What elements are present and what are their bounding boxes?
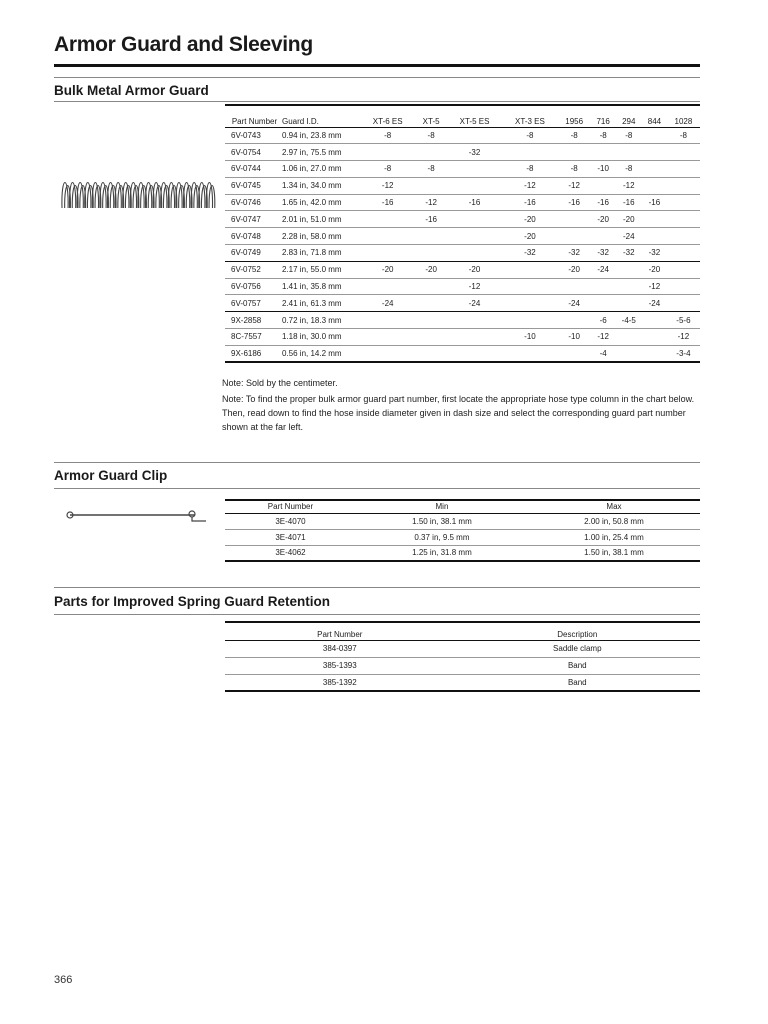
table-cell (642, 312, 667, 329)
page-title: Armor Guard and Sleeving (54, 33, 313, 56)
bulk-notes (222, 376, 702, 436)
column-header: Part Number (225, 500, 356, 513)
table-cell: -20 (360, 261, 415, 278)
table-cell (415, 312, 446, 329)
table-cell: -8 (502, 161, 557, 178)
table-cell (447, 211, 502, 228)
table-cell: -8 (616, 127, 642, 144)
table-cell: -12 (591, 329, 616, 346)
table-cell (667, 228, 700, 245)
table-row (225, 211, 700, 228)
table-cell: -8 (667, 127, 700, 144)
table-cell: -32 (616, 245, 642, 262)
table-cell (415, 177, 446, 194)
table-cell (502, 345, 557, 362)
table-cell: -12 (502, 177, 557, 194)
table-cell: 0.94 in, 23.8 mm (278, 127, 360, 144)
table-row (225, 513, 700, 529)
column-header: Part Number (225, 105, 278, 127)
table-cell: 1.65 in, 42.0 mm (278, 194, 360, 211)
table-cell (447, 127, 502, 144)
table-cell (502, 278, 557, 295)
column-header: 1028 (667, 105, 700, 127)
table-cell (447, 312, 502, 329)
table-cell: 385-1392 (322, 677, 357, 687)
table-cell: -8 (502, 127, 557, 144)
table-cell: -5-6 (667, 312, 700, 329)
table-cell: -8 (415, 161, 446, 178)
table-row (225, 245, 700, 262)
table-row (225, 657, 700, 674)
table-cell: 6V-0757 (225, 295, 278, 312)
table-cell: -20 (616, 211, 642, 228)
table-cell (616, 278, 642, 295)
table-cell: 9X-6186 (225, 345, 278, 362)
table-cell (667, 278, 700, 295)
table-cell: 385-1393 (225, 657, 455, 674)
column-header: Min (356, 500, 528, 513)
table-cell: -24 (616, 228, 642, 245)
table-row (225, 545, 700, 561)
table-cell: 2.28 in, 58.0 mm (278, 228, 360, 245)
table-cell: -20 (415, 261, 446, 278)
table-cell (360, 278, 415, 295)
table-row (225, 127, 700, 144)
table-cell: -24 (558, 295, 591, 312)
table-cell (360, 312, 415, 329)
table-cell (667, 177, 700, 194)
column-header: XT-5 (415, 105, 446, 127)
table-cell (447, 329, 502, 346)
bulk-armor-guard-table (225, 104, 700, 363)
table-cell: 0.56 in, 14.2 mm (278, 345, 360, 362)
table-cell: 2.01 in, 51.0 mm (278, 211, 360, 228)
table-cell (616, 329, 642, 346)
table-cell (642, 161, 667, 178)
table-cell: -10 (591, 161, 616, 178)
section-rule (54, 587, 700, 588)
table-cell (558, 345, 591, 362)
column-header: 844 (642, 105, 667, 127)
table-cell: -32 (642, 245, 667, 262)
table-cell: -8 (591, 127, 616, 144)
table-cell: -16 (558, 194, 591, 211)
table-cell: -24 (447, 295, 502, 312)
table-cell: -12 (642, 278, 667, 295)
table-cell (502, 261, 557, 278)
table-cell: -16 (415, 211, 446, 228)
table-cell: -20 (591, 211, 616, 228)
table-cell (447, 177, 502, 194)
table-cell: -20 (558, 261, 591, 278)
table-cell (591, 228, 616, 245)
table-cell (558, 144, 591, 161)
table-cell: -16 (642, 194, 667, 211)
table-cell (591, 278, 616, 295)
table-cell (415, 278, 446, 295)
table-cell (415, 345, 446, 362)
table-cell: -24 (642, 295, 667, 312)
table-cell: Band (455, 657, 700, 674)
table-cell (502, 144, 557, 161)
table-cell: -12 (558, 177, 591, 194)
table-cell: 3E-4062 (275, 548, 306, 558)
table-row (225, 640, 700, 657)
table-cell: -12 (616, 177, 642, 194)
column-header: Description (455, 622, 700, 640)
page-number: 366 (54, 974, 73, 986)
column-header: XT-3 ES (502, 105, 557, 127)
bulk-section-heading: Bulk Metal Armor Guard (54, 83, 209, 98)
table-cell (616, 144, 642, 161)
table-cell: 6V-0756 (225, 278, 278, 295)
table-cell (360, 245, 415, 262)
section-rule (54, 101, 700, 102)
table-cell: -12 (447, 278, 502, 295)
table-cell: 3E-4071 (225, 529, 356, 545)
table-cell (591, 295, 616, 312)
table-cell: -12 (415, 194, 446, 211)
column-header: Guard I.D. (278, 105, 360, 127)
table-cell: -12 (360, 177, 415, 194)
table-cell: 1.00 in, 25.4 mm (528, 529, 700, 545)
spring-guard-retention-table (225, 621, 700, 692)
table-cell (360, 329, 415, 346)
table-cell (360, 211, 415, 228)
table-cell (642, 228, 667, 245)
table-cell (415, 144, 446, 161)
table-cell: -16 (502, 194, 557, 211)
table-cell (360, 144, 415, 161)
column-header: XT-6 ES (360, 105, 415, 127)
table-row (225, 674, 700, 691)
title-rule (54, 64, 700, 67)
section-rule (54, 462, 700, 463)
table-row (225, 312, 700, 329)
table-row (225, 261, 700, 278)
table-cell (667, 211, 700, 228)
table-cell: 6V-0752 (225, 261, 278, 278)
table-cell: -24 (591, 261, 616, 278)
table-cell: 6V-0748 (225, 228, 278, 245)
table-cell: -10 (502, 329, 557, 346)
table-cell: 6V-0754 (225, 144, 278, 161)
table-cell (667, 144, 700, 161)
table-cell (667, 295, 700, 312)
table-cell: -8 (558, 127, 591, 144)
table-cell: -32 (558, 245, 591, 262)
table-cell (502, 295, 557, 312)
table-cell (558, 278, 591, 295)
section-rule (54, 488, 700, 489)
table-cell: -8 (616, 161, 642, 178)
table-cell (447, 245, 502, 262)
table-cell: -4-5 (616, 312, 642, 329)
table-cell: -16 (360, 194, 415, 211)
table-cell (415, 295, 446, 312)
column-header: 294 (616, 105, 642, 127)
table-cell (642, 329, 667, 346)
table-cell (667, 161, 700, 178)
column-header: Part Number (225, 622, 455, 640)
table-cell: Saddle clamp (455, 640, 700, 657)
table-cell (415, 228, 446, 245)
table-row (225, 161, 700, 178)
column-header: 716 (591, 105, 616, 127)
table-cell (447, 345, 502, 362)
table-cell (447, 161, 502, 178)
armor-guard-clip-table (225, 499, 700, 562)
table-cell (415, 245, 446, 262)
table-cell: -20 (447, 261, 502, 278)
table-cell: 2.00 in, 50.8 mm (528, 513, 700, 529)
table-cell: 2.97 in, 75.5 mm (278, 144, 360, 161)
table-cell (360, 228, 415, 245)
table-cell (591, 144, 616, 161)
table-cell: 9X-2858 (225, 312, 278, 329)
table-cell: 1.50 in, 38.1 mm (356, 513, 528, 529)
table-cell: 2.83 in, 71.8 mm (278, 245, 360, 262)
table-row (225, 278, 700, 295)
table-cell (667, 261, 700, 278)
table-cell: -16 (447, 194, 502, 211)
table-cell: 0.72 in, 18.3 mm (278, 312, 360, 329)
table-cell: -20 (502, 228, 557, 245)
table-cell: 1.34 in, 34.0 mm (278, 177, 360, 194)
table-row (225, 194, 700, 211)
table-row (225, 228, 700, 245)
column-header: Max (528, 500, 700, 513)
table-cell: 2.17 in, 55.0 mm (278, 261, 360, 278)
column-header: 1956 (558, 105, 591, 127)
table-cell: 6V-0747 (225, 211, 278, 228)
table-cell: 3E-4070 (225, 513, 356, 529)
table-cell (415, 329, 446, 346)
section-rule (54, 614, 700, 615)
table-cell (558, 228, 591, 245)
table-cell: -32 (447, 144, 502, 161)
table-cell: 6V-0745 (225, 177, 278, 194)
table-cell (360, 345, 415, 362)
table-cell (558, 211, 591, 228)
table-cell: 6V-0744 (225, 161, 278, 178)
table-row (225, 529, 700, 545)
table-cell (642, 177, 667, 194)
column-header: XT-5 ES (447, 105, 502, 127)
table-cell (642, 127, 667, 144)
table-cell: -16 (616, 194, 642, 211)
table-cell: 1.50 in, 38.1 mm (584, 548, 644, 558)
table-cell: -16 (591, 194, 616, 211)
armor-guard-clip-image (60, 505, 210, 525)
table-cell: 6V-0746 (225, 194, 278, 211)
table-row (225, 295, 700, 312)
table-cell: -8 (360, 161, 415, 178)
table-cell: -24 (360, 295, 415, 312)
table-row (225, 177, 700, 194)
clip-section-heading: Armor Guard Clip (54, 468, 168, 483)
table-cell (616, 295, 642, 312)
table-cell (642, 211, 667, 228)
table-cell: 1.41 in, 35.8 mm (278, 278, 360, 295)
table-row (225, 329, 700, 346)
table-cell (616, 345, 642, 362)
table-cell (667, 245, 700, 262)
table-cell: -8 (558, 161, 591, 178)
table-cell (591, 177, 616, 194)
table-cell (616, 261, 642, 278)
table-cell: Band (567, 677, 587, 687)
table-cell: 1.18 in, 30.0 mm (278, 329, 360, 346)
section-rule (54, 77, 700, 78)
table-cell: 2.41 in, 61.3 mm (278, 295, 360, 312)
table-cell (667, 194, 700, 211)
note-sold-by-cm: Note: Sold by the centimeter. (222, 378, 338, 388)
table-cell: -4 (591, 345, 616, 362)
table-cell (447, 228, 502, 245)
table-cell: -8 (415, 127, 446, 144)
table-cell: 0.37 in, 9.5 mm (356, 529, 528, 545)
spring-armor-guard-image (58, 166, 218, 216)
table-cell: -20 (642, 261, 667, 278)
table-cell (502, 312, 557, 329)
table-cell: -32 (502, 245, 557, 262)
table-cell: 1.25 in, 31.8 mm (412, 548, 472, 558)
table-cell (642, 144, 667, 161)
table-cell: -32 (591, 245, 616, 262)
table-cell: 6V-0749 (225, 245, 278, 262)
table-cell (642, 345, 667, 362)
table-cell (558, 312, 591, 329)
table-cell: 8C-7557 (225, 329, 278, 346)
table-cell: -3-4 (667, 345, 700, 362)
note-how-to-find: Note: To find the proper bulk armor guard part number, first locate the appropriate hose type column in the chart below. Then, read down to find the hose inside diameter given in dash size and select the corresponding guard part number shown at the far left. (222, 394, 695, 432)
table-row (225, 144, 700, 161)
table-cell: -8 (360, 127, 415, 144)
table-cell: 384-0397 (225, 640, 455, 657)
retention-section-heading: Parts for Improved Spring Guard Retention (54, 594, 331, 609)
table-cell: -6 (591, 312, 616, 329)
table-cell: -20 (502, 211, 557, 228)
table-cell: -12 (667, 329, 700, 346)
table-cell: 1.06 in, 27.0 mm (278, 161, 360, 178)
table-cell: 6V-0743 (225, 127, 278, 144)
table-cell: -10 (558, 329, 591, 346)
table-row (225, 345, 700, 362)
